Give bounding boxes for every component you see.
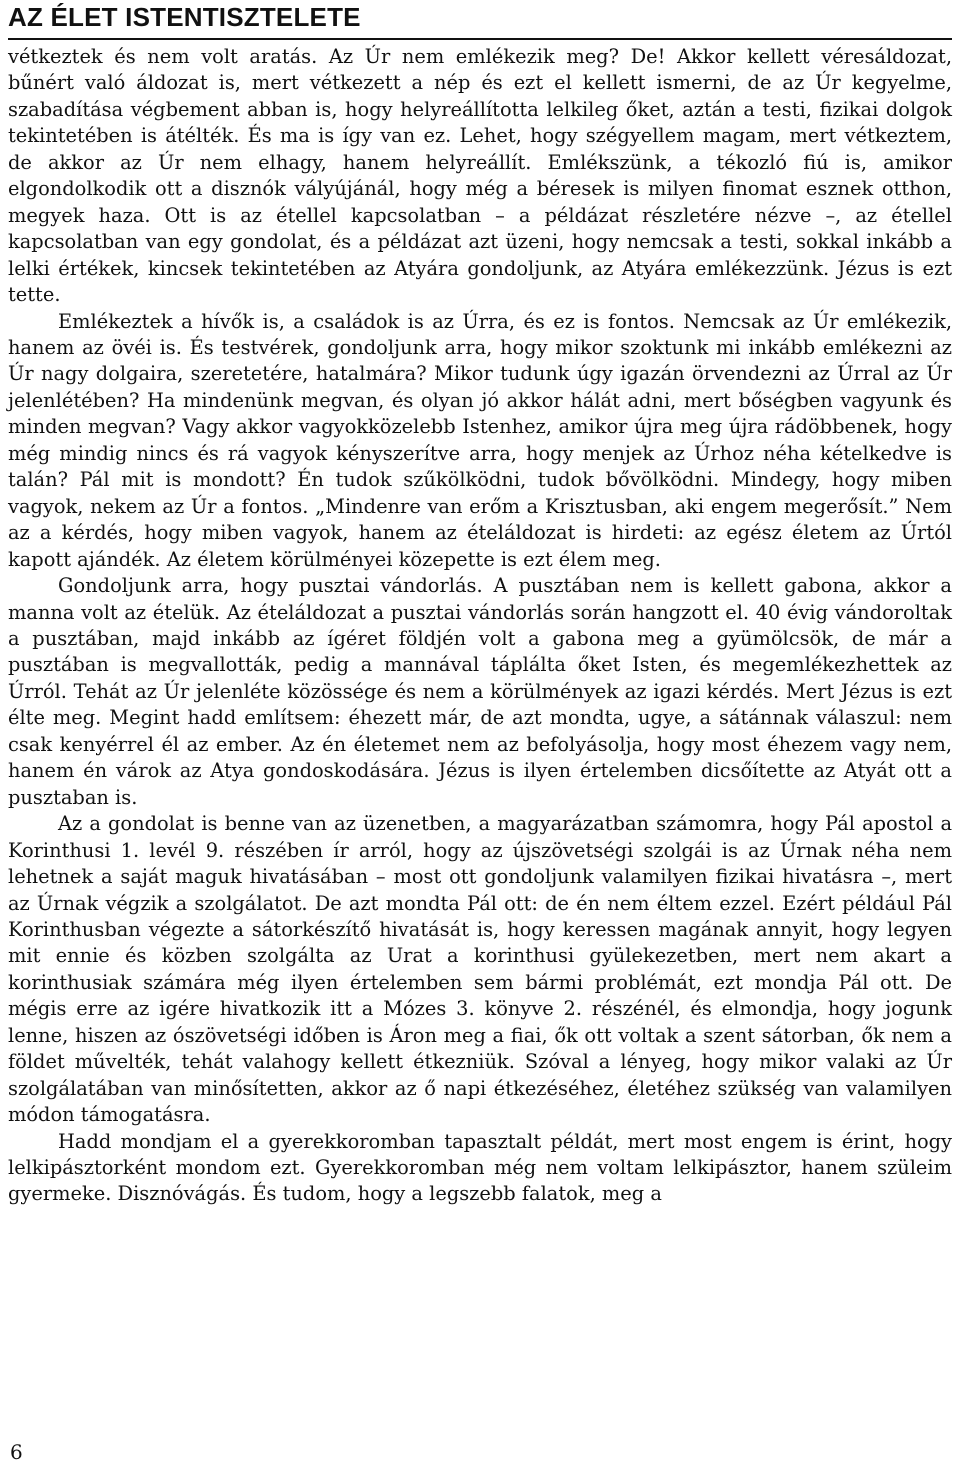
paragraph: Hadd mondjam el a gyerekkoromban tapasztalt példát, mert most engem is érint, hogy lelkipásztorként mondom ezt. Gyerekkoromban még nem voltam lelkipásztor, hanem szüleim gyermeke. Disznóvágás. És tudom, hogy a legszebb falatok, meg a bbox=[8, 1129, 952, 1206]
body-text bbox=[8, 44, 952, 1208]
paragraph: vétkeztek és nem volt aratás. Az Úr nem emlékezik meg? De! Akkor kellett véresáldozat, bűnért való áldozat is, mert vétkezett a nép és ezt el kellett ismerni, de az Úr kegyelme, szabadítása végbement abban is, hogy helyreállította lelkileg őket, aztán a testi, fizikai dolgok tekintetében is átélték. És ma is így van ez. Lehet, hogy szégyellem magam, mert vétkeztem, de akkor az Úr nem elhagy, hanem helyreállít. Emlékszünk, a tékozló fiú is, amikor elgondolkodik ott a disznók vályújánál, hogy még a béresek is milyen finomat esznek otthon, megyek haza. Ott is az étellel kapcsolatban – a példázat részletére nézve –, az étellel kapcsolatban van egy gondolat, és a példázat azt üzeni, hogy nemcsak a testi, sokkal inkább a lelki értékek, kincsek tekintetében az Atyára gondoljunk, az Atyára emlékezzünk. Jézus is ezt tette. bbox=[8, 45, 952, 307]
running-header bbox=[8, 0, 952, 40]
paragraph: Emlékeztek a hívők is, a családok is az Úrra, és ez is fontos. Nemcsak az Úr emlékezik, hanem az övéi is. És testvérek, gondoljunk arra, hogy mikor szoktunk mi inkább emlékezni az Úr nagy dolgaira, szeretetére, hatalmára? Mikor tudunk úgy igazán örvendezni az Úrral az Úr jelenlétében? Ha mindenünk megvan, és olyan jó akkor hálát adni, mert bőségben vagyunk és minden megvan? Vagy akkor vagyokközelebb Istenhez, amikor újra meg újra rádöbbenek, hogy még mindig nincs és rá vagyok kényszerítve arra, hogy menjek az Úrhoz néha kételkedve is talán? Pál mit is mondott? Én tudok szűkölködni, tudok bővölködni. Mindegy, hogy miben vagyok, nekem az Úr a fontos. „Mindenre van erőm a Krisztusban, aki engem megerősít.” Nem az a kérdés, hogy miben vagyok, hanem az ételáldozat is hirdeti: az egész életem az Úrtól kapott ajándék. Az életem körülményei közepette is ezt élem meg. bbox=[8, 309, 952, 571]
page-number: 6 bbox=[10, 1440, 23, 1464]
paragraph: Az a gondolat is benne van az üzenetben, a magyarázatban számomra, hogy Pál apostol a Korinthusi 1. levél 9. részében ír arról, hogy az újszövetségi szolgái is az Úrnak néha nem lehetnek a saját maguk hivatásában – most ott gondoljunk valamilyen fizikai hivatásra –, mert az Úrnak végzik a szolgálatot. De azt mondta Pál ott: de én nem éltem ezzel. Ezért például Pál Korinthusban végezte a sátorkészítő hivatását is, hogy keressen magának annyit, hogy legyen mit ennie és közben szolgálta az Urat a korinthusi gyülekezetben, mert nem akart a korinthusiak számára még ilyen értelemben sem bármi problémát, ezt mondja Pál ott. De mégis erre az igére hivatkozik itt a Mózes 3. könyve 2. részénél, és elmondja, hogy jogunk lenne, hiszen az ószövetségi időben is Áron meg a fiai, ők ott voltak a szent sátorban, ők nem a földet művelték, tehát valahogy kellett étkezniük. Szóval a lényeg, hogy mikor valaki az Úr szolgálatában van minősítetten, akkor az ő napi étkezéséhez, életéhez szükség van valamilyen módon támogatásra. bbox=[8, 812, 952, 1127]
paragraph: Gondoljunk arra, hogy pusztai vándorlás. A pusztában nem is kellett gabona, akkor a manna volt az ételük. Az ételáldozat a pusztai vándorlás során hangzott el. 40 évig vándoroltak a pusztában, majd inkább az ígéret földjén volt a gabona meg a gyümölcsök, de már a pusztában is megvallották, pedig a mannával táplálta őket Isten, és megemlékezhettek az Úrról. Tehát az Úr jelenléte közössége és nem a körülmények az igazi kérdés. Mert Jézus is ezt élte meg. Megint hadd említsem: éhezett már, de azt mondta, ugye, a sátánnak válaszul: nem csak kenyérrel él az ember. Az én életemet nem az befolyásolja, hogy most éhezem vagy nem, hanem én várok az Atya gondoskodására. Jézus is ilyen értelemben dicsőítette az Atyát ott a pusztaban is. bbox=[8, 574, 952, 809]
header-title: AZ ÉLET ISTENTISZTELETE bbox=[8, 2, 361, 32]
